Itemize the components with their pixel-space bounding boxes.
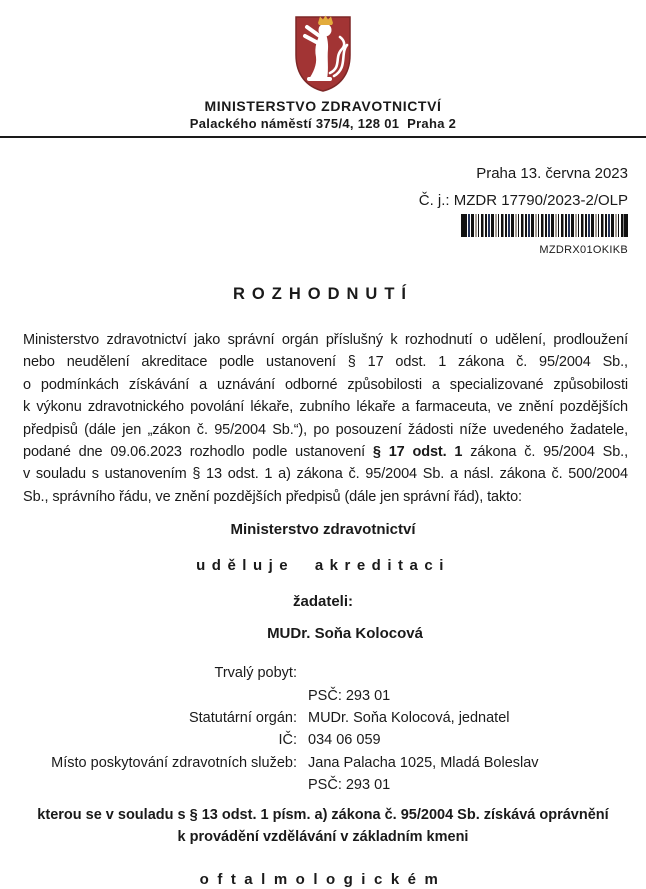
grant-authority: Ministerstvo zdravotnictví [230, 521, 416, 539]
details-row [23, 662, 628, 684]
letterhead [0, 0, 646, 130]
closing-statement [0, 804, 646, 849]
intro-line: v souladu s ustanovením § 13 odst. 1 a) zákona č. 95/2004 Sb. a násl. zákona č. 500/2004 [23, 466, 628, 483]
applicant-label: žadateli: [292, 593, 353, 611]
document-title: ROZHODNUTÍ [233, 285, 413, 303]
details-label [23, 774, 297, 796]
intro-line-segment-bold: § 17 odst. 1 [372, 444, 463, 461]
details-row [23, 774, 628, 796]
closing-line: kterou se v souladu s § 13 odst. 1 písm. a) zákona č. 95/2004 Sb. získává oprávnění [37, 806, 609, 823]
intro-line [23, 441, 628, 463]
details-label: Trvalý pobyt: [214, 665, 297, 682]
details-value: 034 06 059 [308, 732, 381, 749]
closing-line: k provádění vzdělávání v základním kmeni [177, 829, 469, 846]
details-row [23, 729, 628, 751]
details-label [23, 685, 297, 707]
details-value: Jana Palacha 1025, Mladá Boleslav [308, 754, 539, 771]
details-row [23, 707, 628, 729]
intro-line: k výkonu zdravotnického povolání lékaře, zubního lékaře a farmaceuta, ve znění pozdějších [23, 399, 628, 416]
intro-line-segment: zákona č. 95/2004 Sb., [462, 444, 629, 461]
intro-line: předpisů (dále jen „zákon č. 95/2004 Sb.“), po posouzení žádosti níže uvedeného žadatele, [23, 421, 628, 438]
applicant-name: MUDr. Soňa Kolocová [267, 625, 423, 643]
specialty-name: oftalmologickém [199, 870, 447, 888]
details-row [23, 685, 628, 707]
applicant-details [23, 662, 628, 796]
details-label: Místo poskytování zdravotních služeb: [51, 754, 297, 771]
intro-line: o podmínkách získávání a uznávání odborné způsobilosti a specializované způsobilosti [23, 376, 628, 393]
barcode-code: MZDRX01OKIKB [539, 244, 628, 256]
details-value: PSČ: 293 01 [308, 777, 391, 794]
grant-action: uděluje akreditaci [196, 557, 450, 575]
details-value: MUDr. Soňa Kolocová, jednatel [308, 710, 510, 727]
details-value: PSČ: 293 01 [308, 687, 391, 704]
barcode-icon [461, 214, 628, 237]
intro-line: Ministerstvo zdravotnictví jako správní orgán příslušný k rozhodnutí o udělení, prodloužení [23, 332, 628, 348]
intro-paragraph [23, 329, 628, 508]
ministry-address: Palackého náměstí 375/4, 128 01 Praha 2 [189, 116, 457, 131]
czech-coat-of-arms-icon [294, 15, 352, 93]
details-label: Statutární orgán: [188, 710, 297, 727]
intro-line: nebo neudělení akreditace podle ustanovení § 17 odst. 1 zákona č. 95/2004 Sb., [23, 354, 628, 371]
intro-line-segment: podané dne 09.06.2023 rozhodlo podle ustanovení [23, 444, 373, 461]
document-meta [0, 165, 628, 256]
reference-number: Č. j.: MZDR 17790/2023-2/OLP [418, 192, 628, 209]
details-label: IČ: [278, 732, 297, 749]
place-and-date: Praha 13. června 2023 [476, 165, 628, 182]
grant-statement [0, 521, 646, 643]
ministry-name: MINISTERSTVO ZDRAVOTNICTVÍ [204, 98, 442, 114]
header-divider [0, 136, 646, 138]
intro-line: Sb., správního řádu, ve znění pozdějších předpisů (dále jen správní řád), takto: [23, 488, 522, 505]
details-row [23, 752, 628, 774]
